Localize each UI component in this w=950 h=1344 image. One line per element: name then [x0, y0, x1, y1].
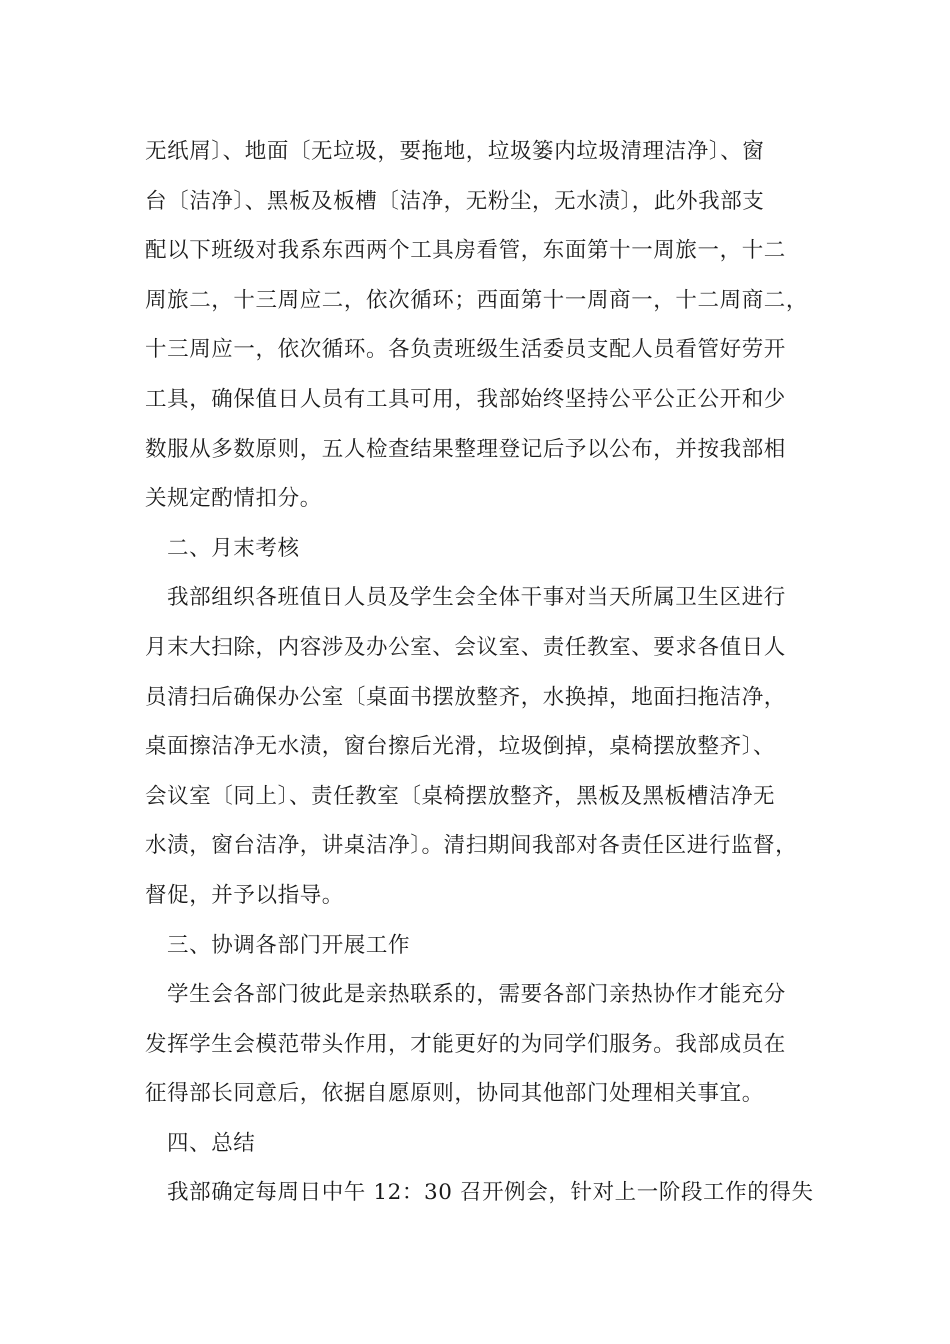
paragraph-line: 学生会各部门彼此是亲热联系的，需要各部门亲热协作才能充分 [167, 982, 786, 1008]
section-heading: 二、月末考核 [167, 535, 300, 561]
paragraph-line: 员清扫后确保办公室〔桌面书摆放整齐，水换掉，地面扫拖洁净， [145, 684, 786, 710]
paragraph-line: 数服从多数原则，五人检查结果整理登记后予以公布，并按我部相 [145, 436, 786, 462]
paragraph-line: 月末大扫除，内容涉及办公室、会议室、责任教室、要求各值日人 [145, 634, 786, 660]
paragraph-line: 关规定酌情扣分。 [145, 486, 322, 512]
paragraph-line: 工具，确保值日人员有工具可用，我部始终坚持公平公正公开和少 [145, 386, 786, 412]
paragraph-line: 水渍，窗台洁净，讲桌洁净〕。清扫期间我部对各责任区进行监督， [145, 833, 798, 859]
paragraph-line: 十三周应一，依次循环。各负责班级生活委员支配人员看管好劳开 [145, 337, 786, 363]
paragraph-line: 配以下班级对我系东西两个工具房看管，东面第十一周旅一，十二 [145, 238, 786, 264]
paragraph-line: 督促，并予以指导。 [145, 882, 344, 908]
paragraph-line: 征得部长同意后，依据自愿原则，协同其他部门处理相关事宜。 [145, 1081, 764, 1107]
paragraph-line: 周旅二，十三周应二，依次循环；西面第十一周商一，十二周商二， [145, 287, 809, 313]
document-body [145, 127, 825, 1218]
section-heading: 三、协调各部门开展工作 [167, 932, 411, 958]
paragraph-line: 无纸屑〕、地面〔无垃圾，要拖地，垃圾篓内垃圾清理洁净〕、窗 [145, 139, 765, 164]
paragraph-line: 桌面擦洁净无水渍，窗台擦后光滑，垃圾倒掉，桌椅摆放整齐〕、 [145, 734, 776, 760]
paragraph-line: 会议室〔同上〕、责任教室〔桌椅摆放整齐，黑板及黑板槽洁净无 [145, 783, 776, 809]
paragraph-line: 发挥学生会模范带头作用，才能更好的为同学们服务。我部成员在 [145, 1031, 786, 1057]
paragraph-line: 台〔洁净〕、黑板及板槽〔洁净，无粉尘，无水渍〕，此外我部支 [145, 188, 765, 214]
section-heading: 四、总结 [167, 1130, 256, 1156]
paragraph-line: 我部组织各班值日人员及学生会全体干事对当天所属卫生区进行 [167, 585, 786, 611]
paragraph-line: 我部确定每周日中午 12：30 召开例会，针对上一阶段工作的得失 [167, 1180, 814, 1206]
